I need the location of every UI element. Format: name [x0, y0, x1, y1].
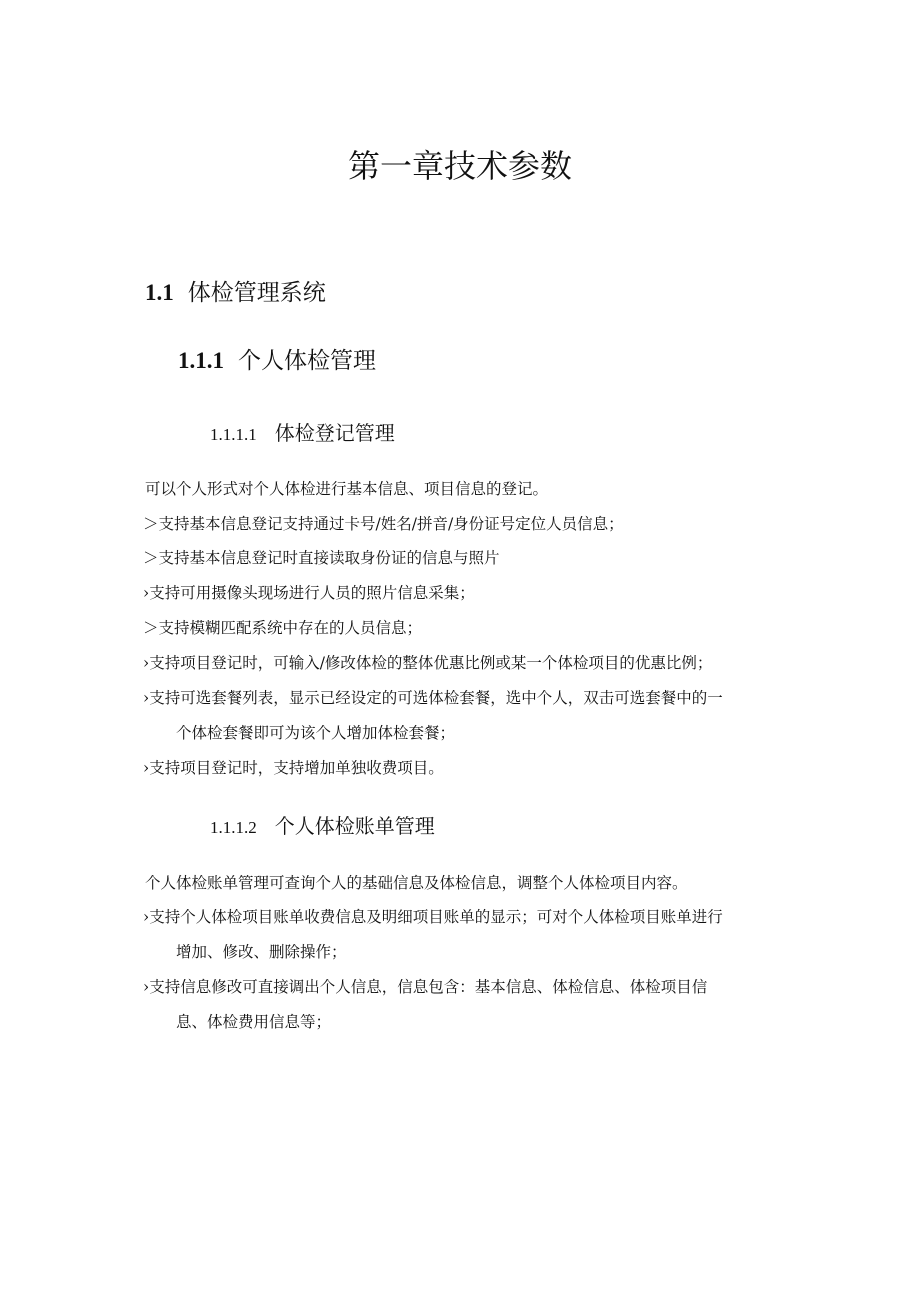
section-number: 1.1	[145, 280, 174, 305]
list-item-text: 支持信息修改可直接调出个人信息，信息包含：基本信息、体检信息、体检项目信	[149, 978, 708, 996]
list-item	[143, 617, 803, 639]
subsubsection-heading-billing	[210, 812, 435, 842]
list-item-text: 支持项目登记时，支持增加单独收费项目。	[149, 759, 444, 777]
list-item-text: 支持可选套餐列表，显示已经设定的可选体检套餐，选中个人，双击可选套餐中的一	[149, 689, 723, 707]
list-item-text: 支持项目登记时，可输入/修改体检的整体优惠比例或某一个体检项目的优惠比例；	[149, 654, 713, 672]
list-item-text: 支持个人体检项目账单收费信息及明细项目账单的显示；可对个人体检项目账单进行	[149, 908, 723, 926]
bullet-marker: ›	[143, 978, 150, 996]
list-item-continuation: 增加、修改、删除操作；	[176, 943, 347, 961]
list-item-text: 支持可用摄像头现场进行人员的照片信息采集；	[149, 584, 475, 602]
bullet-marker: ›	[143, 759, 150, 777]
list-item-continuation: 息、体检费用信息等；	[176, 1013, 332, 1031]
subsubsection-title: 体检登记管理	[274, 421, 395, 445]
subsection-heading	[178, 345, 376, 377]
list-item	[143, 513, 803, 535]
billing-intro: 个人体检账单管理可查询个人的基础信息及体检信息，调整个人体检项目内容。	[145, 874, 688, 892]
bullet-marker: ›	[143, 689, 150, 707]
list-item	[143, 582, 803, 604]
list-item	[143, 547, 803, 569]
list-item-text: 支持基本信息登记支持通过卡号/姓名/拼音/身份证号定位人员信息；	[158, 515, 624, 533]
subsection-number: 1.1.1	[178, 348, 224, 373]
subsubsection-heading-registration	[210, 419, 395, 449]
subsubsection-number: 1.1.1.2	[210, 818, 257, 837]
list-item	[143, 652, 803, 674]
list-item	[143, 906, 803, 963]
bullet-marker: ›	[143, 908, 150, 926]
section-heading	[145, 277, 326, 309]
list-item-text: 支持模糊匹配系统中存在的人员信息；	[158, 619, 423, 637]
bullet-marker: ＞	[143, 619, 159, 637]
subsubsection-number: 1.1.1.1	[210, 425, 257, 444]
list-item	[143, 757, 803, 779]
list-item	[143, 976, 803, 1033]
section-title: 体检管理系统	[187, 280, 326, 306]
registration-intro: 可以个人形式对个人体检进行基本信息、项目信息的登记。	[145, 480, 549, 498]
list-item-continuation: 个体检套餐即可为该个人增加体检套餐；	[176, 724, 456, 742]
subsection-title: 个人体检管理	[238, 348, 376, 374]
bullet-marker: ›	[143, 584, 150, 602]
bullet-marker: ＞	[143, 515, 159, 533]
bullet-marker: ＞	[143, 549, 159, 567]
subsubsection-title: 个人体检账单管理	[274, 814, 435, 838]
list-item-text: 支持基本信息登记时直接读取身份证的信息与照片	[158, 549, 500, 567]
chapter-title: 第一章技术参数	[347, 147, 572, 185]
list-item	[143, 687, 803, 744]
bullet-marker: ›	[143, 654, 150, 672]
